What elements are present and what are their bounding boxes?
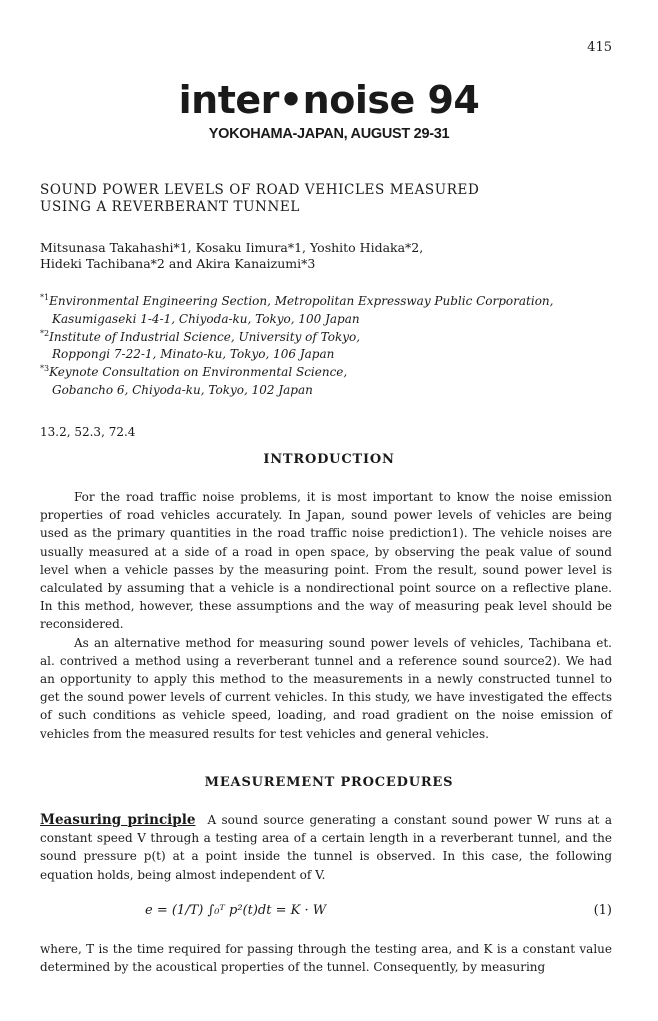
paper-title [40,182,600,216]
measurement-closing-text: where, T is the time required for passing through the testing area, and K is a constant value determined by the acoustical properties of the tunnel. Consequently, by measuring [40,942,612,975]
affiliation-line: Kasumigaseki 1-4-1, Chiyoda-ku, Tokyo, 100 Japan [52,311,360,326]
title-line: SOUND POWER LEVELS OF ROAD VEHICLES MEASURED [40,182,480,198]
affiliation-line [40,329,620,347]
measurement-heading: MEASUREMENT PROCEDURES [204,775,454,790]
affiliation-line: Gobancho 6, Chiyoda-ku, Tokyo, 102 Japan [52,382,313,397]
paragraph: As an alternative method for measuring sound power levels of vehicles, Tachibana et. al. contrived a method using a reverberant tunnel and a reference sound source2). We had an opportunity to apply this method to the measurements in a newly constructed tunnel to get the sound power levels of current vehicles. In this study, we have investigated the effects of such conditions as vehicle speed, loading, and road gradient on the noise emission of vehicles from the measured results for test vehicles and general vehicles. [40,635,612,741]
conference-location-date: YOKOHAMA-JAPAN, AUGUST 29-31 [208,126,450,142]
paragraph: For the road traffic noise problems, it is most important to know the noise emission properties of road vehicles accurately. In Japan, sound power levels of vehicles are being used as the primary quantities in the road traffic noise prediction1). The vehicle noises are usually measured at a side of a road in open space, by observing the peak value of sound level when a vehicle passes by the measuring point. From the result, sound power level is calculated by assuming that a vehicle is a nondirectional point source on a reflective plane. In this method, however, these assumptions and the way of measuring peak level should be reconsidered. [40,490,612,632]
affiliation-line: Roppongi 7-22-1, Minato-ku, Tokyo, 106 Japan [52,347,335,362]
author-list [40,240,620,272]
affiliation-list [40,293,620,400]
affiliation-line [40,293,620,311]
affiliation-text: Institute of Industrial Science, University of Tokyo, [49,329,361,344]
affiliation-marker: *1 [40,293,50,302]
conference-logo: inter•noise 94 [178,78,480,122]
classification-codes: 13.2, 52.3, 72.4 [40,425,136,439]
measurement-body [40,811,612,884]
introduction-body [40,488,612,743]
equation-expression: e = (1/T) ∫₀ᵀ p²(t)dt = K · W [145,903,327,918]
affiliation-marker: *3 [40,364,50,374]
affiliation-text: Keynote Consultation on Environmental Science, [49,365,348,380]
author-line: Hideki Tachibana*2 and Akira Kanaizumi*3 [40,256,316,271]
affiliation-marker: *2 [40,328,50,338]
page-number: 415 [587,40,612,55]
affiliation-line [40,364,620,382]
title-line: USING A REVERBERANT TUNNEL [40,199,300,215]
equation-number: (1) [593,903,612,918]
author-line: Mitsunasa Takahashi*1, Kosaku Iimura*1, Yoshito Hidaka*2, [40,240,424,255]
affiliation-text: Environmental Engineering Section, Metropolitan Expressway Public Corporation, [49,294,554,308]
introduction-heading: INTRODUCTION [263,452,395,467]
paragraph: A sound source generating a constant sound power W runs at a constant speed V through a testing area of a certain length in a reverberant tunnel, and the sound pressure p(t) at a point inside the tunnel is observed. In this case, the following equation holds, being almost independent of V. [40,813,612,882]
measuring-principle-subheading: Measuring principle [40,812,196,828]
equation-1 [0,895,658,935]
